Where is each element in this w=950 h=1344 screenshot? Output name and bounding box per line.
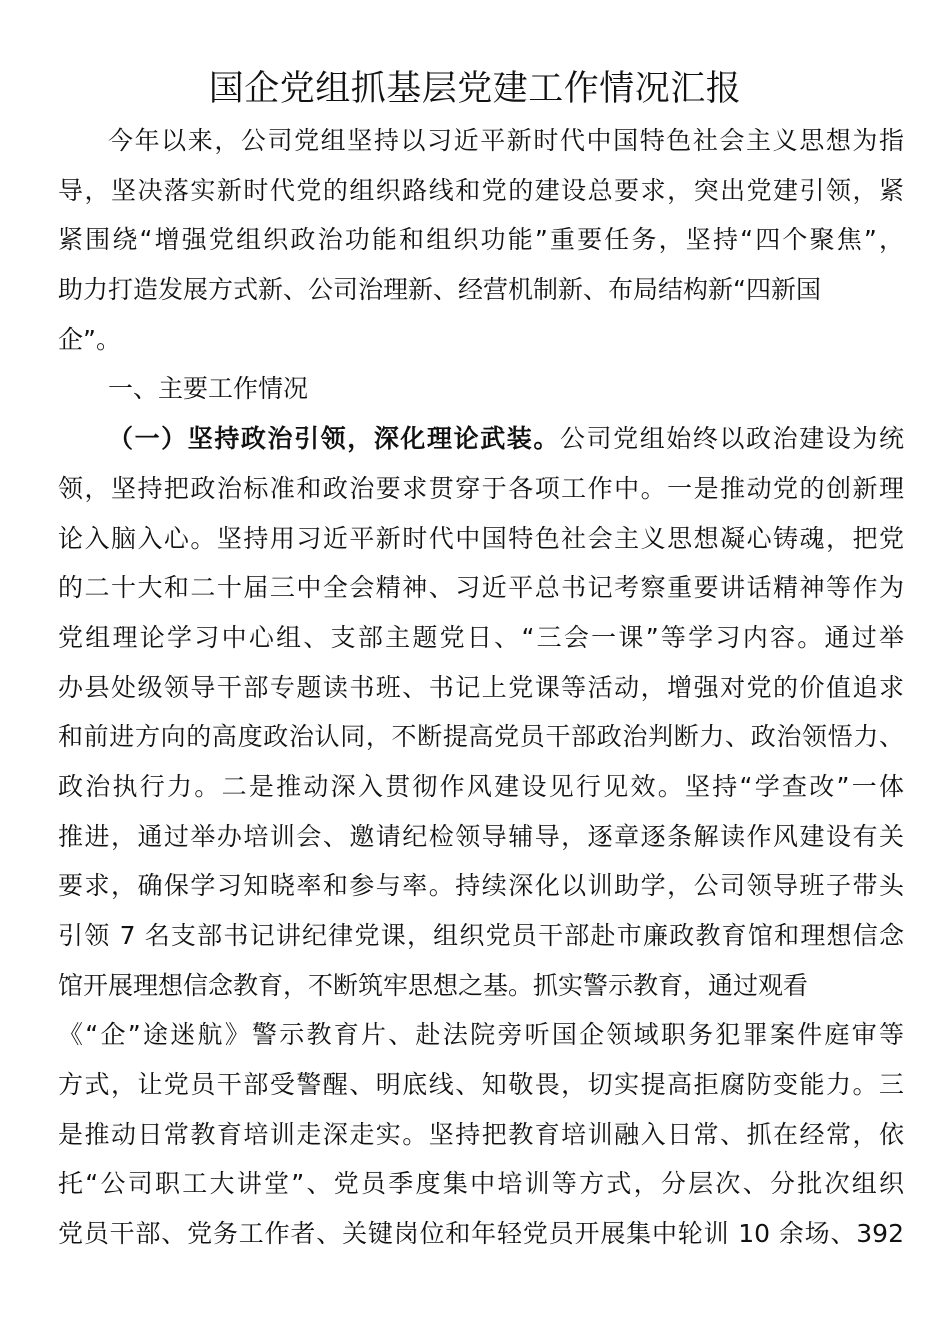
intro-line: 企”。 (58, 324, 121, 354)
paragraph-line: 推进，通过举办培训会、邀请纪检领导辅导，逐章逐条解读作风建设有关 (58, 821, 904, 851)
subsection-first-line (58, 414, 904, 464)
paragraph-line: 馆开展理想信念教育，不断筑牢思想之基。抓实警示教育，通过观看 (58, 970, 809, 1000)
paragraph-line: 领，坚持把政治标准和政治要求贯穿于各项工作中。一是推动党的创新理 (58, 473, 904, 503)
paragraph-line: 党组理论学习中心组、支部主题党日、“三会一课”等学习内容。通过举 (58, 622, 904, 652)
intro-line: 助力打造发展方式新、公司治理新、经营机制新、布局结构新“四新国 (58, 275, 821, 305)
document-body (58, 116, 904, 1259)
paragraph-line: 党员干部、党务工作者、关键岗位和年轻党员开展集中轮训 10 余场、392 (58, 1219, 904, 1249)
subsection-heading: （一）坚持政治引领，深化理论武装。 (108, 424, 560, 454)
paragraph-line: 政治执行力。二是推动深入贯彻作风建设见行见效。坚持“学查改”一体 (58, 771, 904, 801)
paragraph-line: 《“企”途迷航》警示教育片、赴法院旁听国企领域职务犯罪案件庭审等 (58, 1020, 904, 1050)
paragraph-line: 托“公司职工大讲堂”、党员季度集中培训等方式，分层次、分批次组织 (58, 1169, 904, 1199)
intro-line: 紧围绕“增强党组织政治功能和组织功能”重要任务，坚持“四个聚焦”， (58, 225, 904, 255)
paragraph-line: 要求，确保学习知晓率和参与率。持续深化以训助学，公司领导班子带头 (58, 871, 904, 901)
paragraph-line: 引领 7 名支部书记讲纪律党课，组织党员干部赴市廉政教育馆和理想信念 (58, 921, 904, 950)
paragraph-line: 是推动日常教育培训走深走实。坚持把教育培训融入日常、抓在经常，依 (58, 1119, 904, 1149)
document-title: 国企党组抓基层党建工作情况汇报 (208, 69, 742, 109)
paragraph-line: 的二十大和二十届三中全会精神、习近平总书记考察重要讲话精神等作为 (58, 573, 904, 603)
intro-line: 导，坚决落实新时代党的组织路线和党的建设总要求，突出党建引领，紧 (58, 175, 904, 205)
subsection-first-line-text: 公司党组始终以政治建设为统 (559, 424, 904, 454)
section-heading: 一、主要工作情况 (108, 374, 309, 404)
intro-line: 今年以来，公司党组坚持以习近平新时代中国特色社会主义思想为指 (108, 126, 904, 155)
paragraph-line: 论入脑入心。坚持用习近平新时代中国特色社会主义思想凝心铸魂，把党 (58, 523, 904, 553)
paragraph-line: 办县处级领导干部专题读书班、书记上党课等活动，增强对党的价值追求 (58, 672, 904, 702)
paragraph-line: 方式，让党员干部受警醒、明底线、知敬畏，切实提高拒腐防变能力。三 (58, 1070, 904, 1100)
paragraph-line: 和前进方向的高度政治认同，不断提高党员干部政治判断力、政治领悟力、 (58, 722, 904, 752)
